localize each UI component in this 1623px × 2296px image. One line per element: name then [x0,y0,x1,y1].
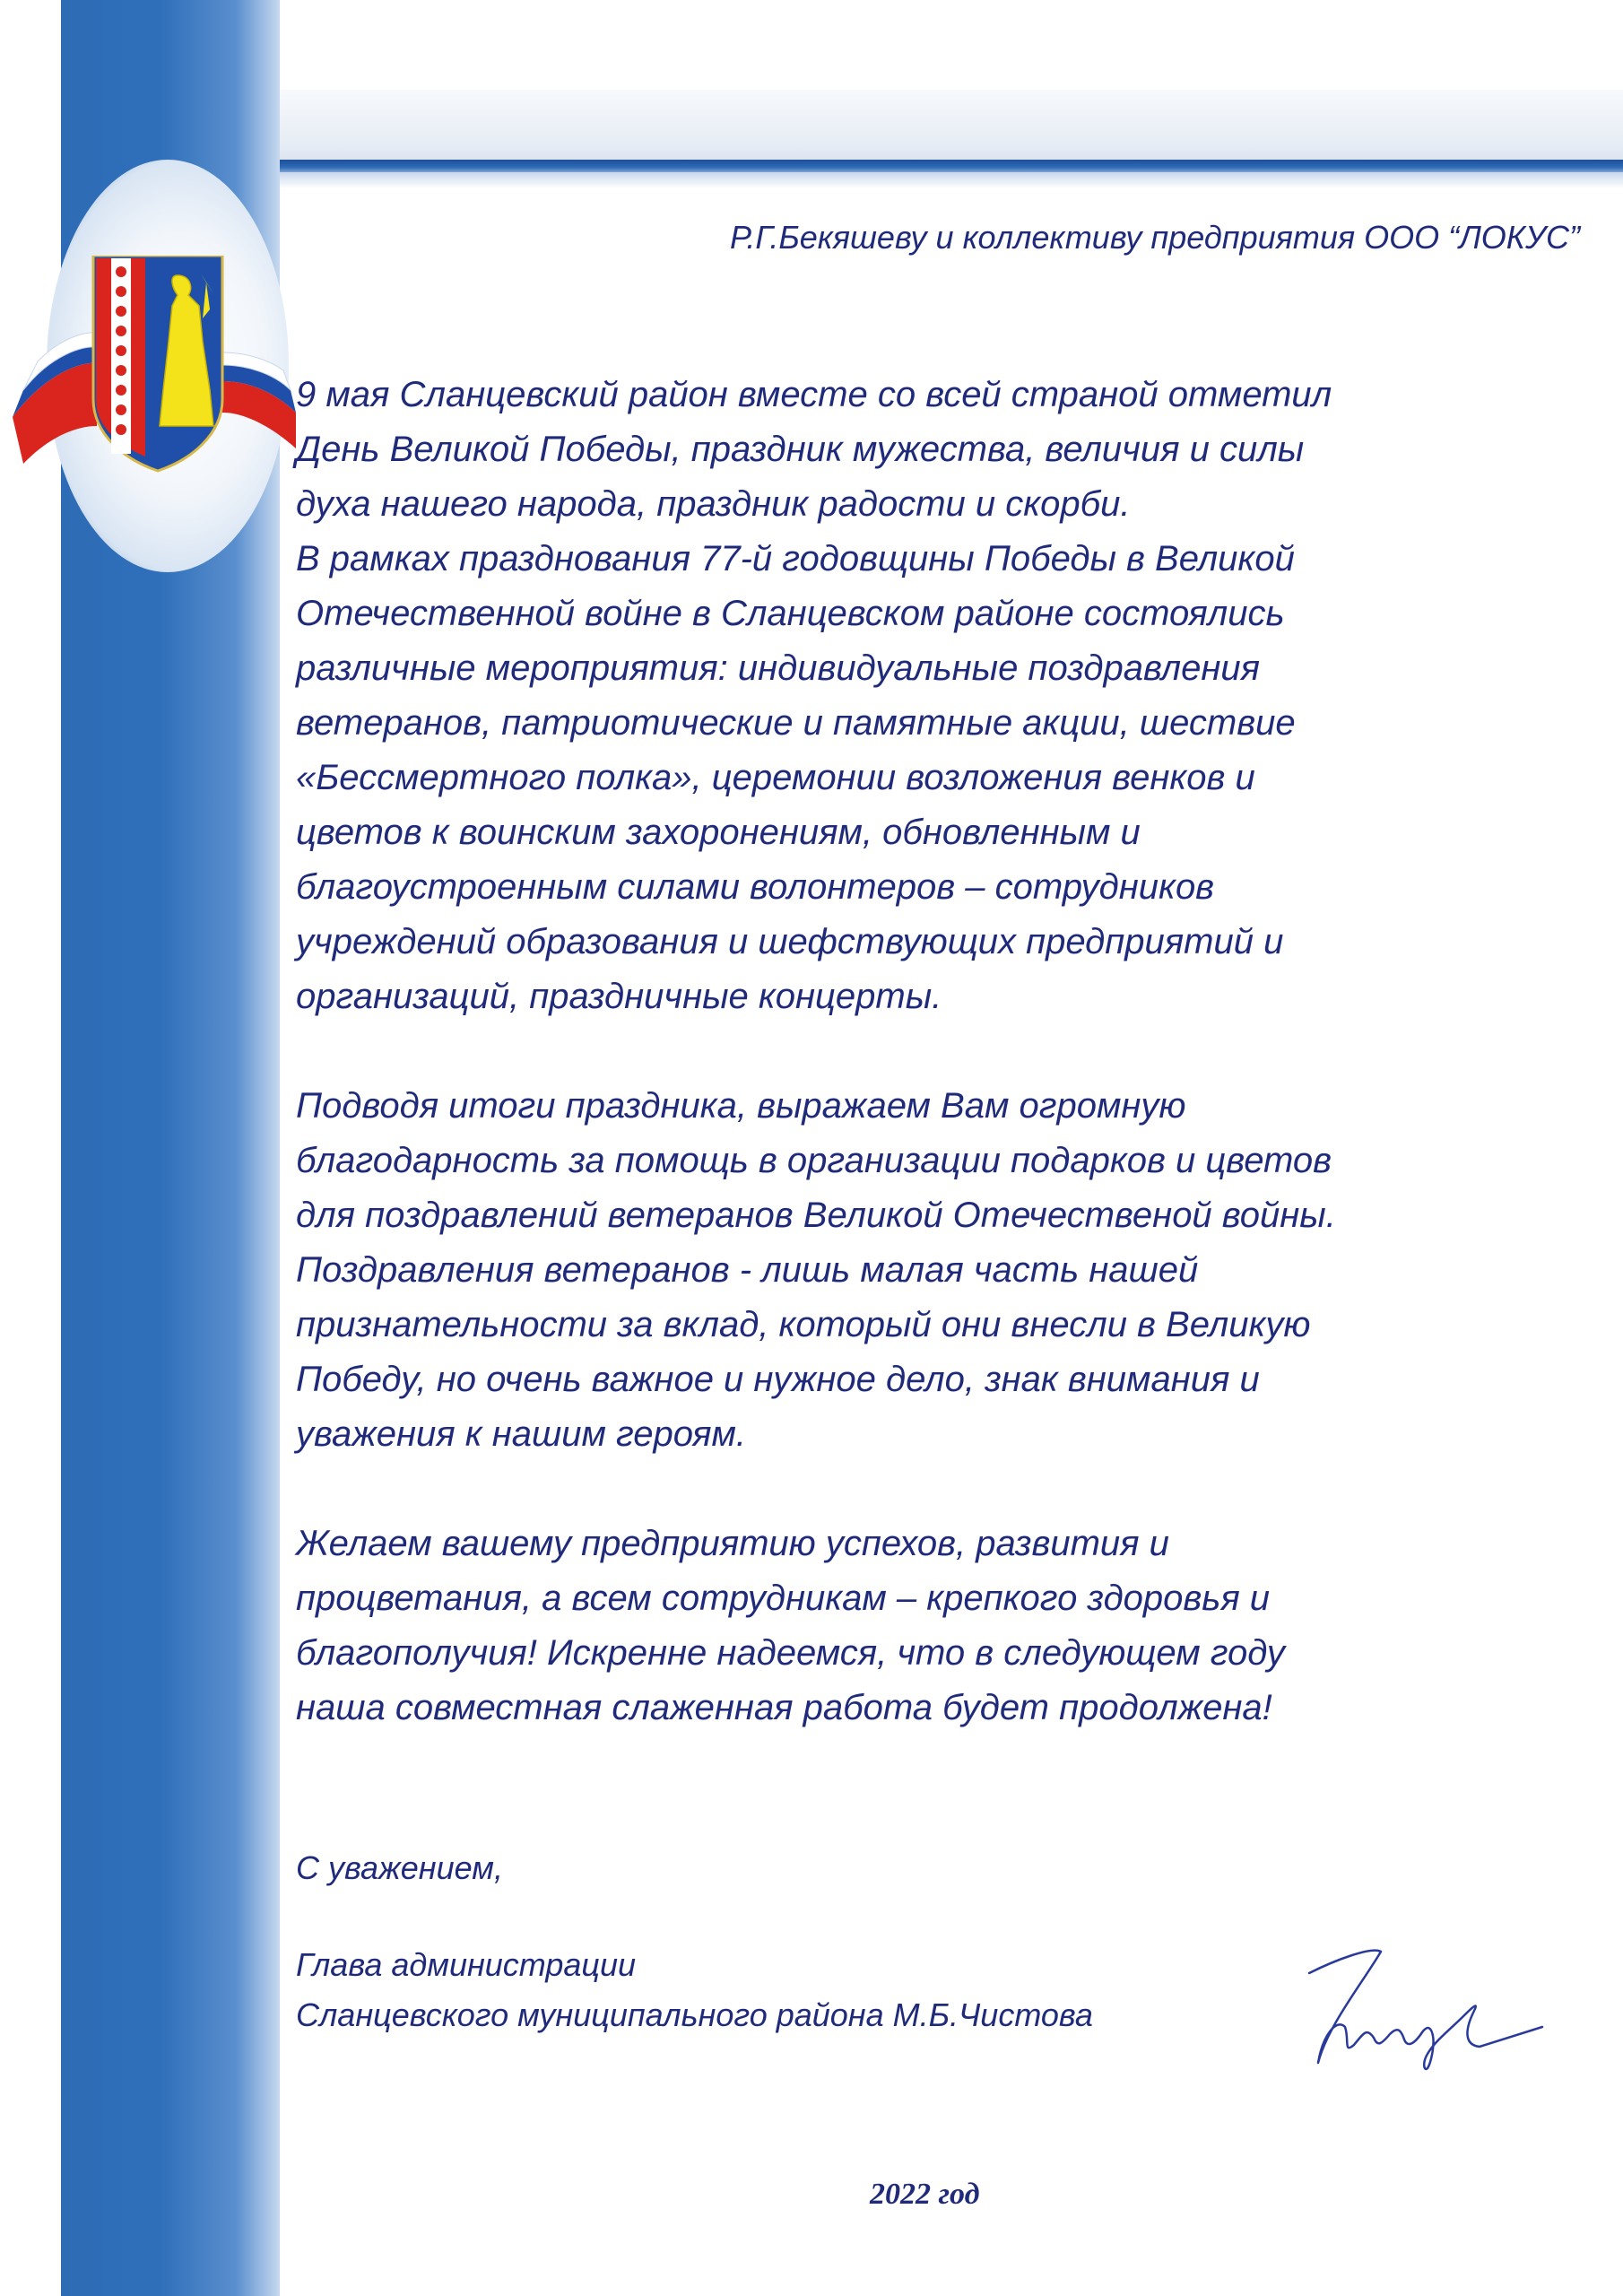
letter-body [296,368,1605,1790]
signatory-title: Глава администрации [296,1946,637,1983]
paragraph-intro: 9 мая Сланцевский район вместе со всей страной отметил День Великой Победы, праздник мужества, величия и силы духа нашего народа, праздник радости и скорби. В рамках празднования 77-й годовщины Победы в Великой Отечественной войне в Сланцевском районе состоялись различные мероприятия: индивидуальные поздравления ветеранов, патриотические и памятные акции, шествие «Бессмертного полка», церемонии возложения венков и цветов к воинским захоронениям, обновленным и благоустроенным силами волонтеров – сотрудников учреждений образования и шефствующих предприятий и организаций, праздничные концерты. [296,375,1332,1016]
addressee-line: Р.Г.Бекяшеву и коллективу предприятия ООО “ЛОКУС” [729,219,1580,256]
paragraph-wishes: Желаем вашему предприятию успехов, развития и процветания, а всем сотрудникам – крепкого здоровья и благополучия! Искренне надеемся, что в следующем году наша совместная слаженная работа будет продолжена! [296,1524,1285,1727]
header-rule [280,160,1623,172]
closing-block [296,1843,1282,2040]
signatory-org-name: Сланцевского муниципального района М.Б.Чистова [296,1996,1093,2033]
signature-icon [1273,1928,1578,2099]
year-footer: 2022 год [870,2178,980,2211]
coat-of-arms-icon [11,256,298,480]
header-rule-shadow [280,172,1623,188]
closing-phrase: С уважением, [296,1849,503,1886]
paragraph-gratitude: Подводя итоги праздника, выражаем Вам огромную благодарность за помощь в организации подарков и цветов для поздравлений ветеранов Великой Отечественой войны. Поздравления ветеранов - лишь малая часть нашей признательности за вклад, который они внесли в Великую Победу, но очень важное и нужное дело, знак внимания и уважения к нашим героям. [296,1086,1336,1454]
header-band [280,90,1623,170]
